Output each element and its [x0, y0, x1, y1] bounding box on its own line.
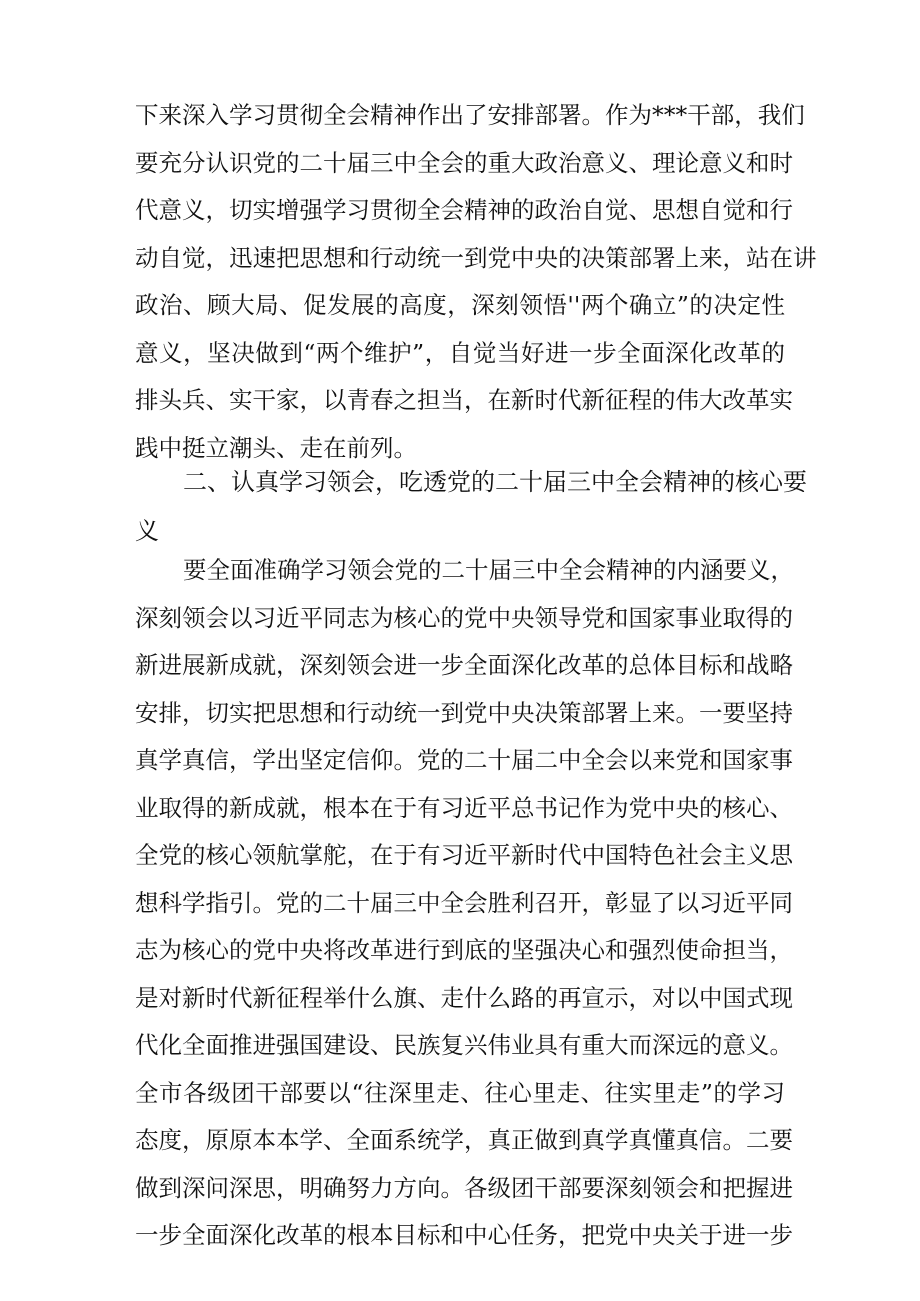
heading-line: 义 [135, 517, 159, 545]
text-line: 态度，原原本本学、全面系统学，真正做到真学真懂真信。二要 [135, 1126, 793, 1154]
text-line: 要充分认识党的二十届三中全会的重大政治意义、理论意义和时 [135, 148, 793, 177]
text-line: 安排，切实把思想和行动统一到党中央决策部署上来。一要坚持 [135, 698, 793, 727]
text-line: 意义，坚决做到“两个维护”，自觉当好进一步全面深化改革的 [135, 338, 785, 367]
text-line: 志为核心的党中央将改革进行到底的坚强决心和强烈使命担当， [135, 936, 793, 964]
heading-line: 二、认真学习领会，吃透党的二十届三中全会精神的核心要 [183, 468, 807, 496]
text-line: 政治、顾大局、促发展的高度，深刻领悟''两个确立”的决定性 [135, 291, 785, 319]
text-line: 动自觉，迅速把思想和行动统一到党中央的决策部署上来，站在讲 [135, 243, 817, 272]
text-line: 排头兵、实干家，以青春之担当，在新时代新征程的伟大改革实 [135, 386, 793, 414]
text-line: 代意义，切实增强学习贯彻全会精神的政治自觉、思想自觉和行 [135, 196, 793, 224]
text-line: 业取得的新成就，根本在于有习近平总书记作为党中央的核心、 [135, 793, 793, 822]
text-line: 深刻领会以习近平同志为核心的党中央领导党和国家事业取得的 [135, 603, 793, 632]
text-line: 真学真信，学出坚定信仰。党的二十届二中全会以来党和国家事 [135, 746, 793, 774]
text-line: 是对新时代新征程举什么旗、走什么路的再宣示，对以中国式现 [135, 983, 793, 1012]
text-line: 想科学指引。党的二十届三中全会胜利召开，彰显了以习近平同 [135, 888, 793, 917]
paragraph-continued [135, 92, 817, 472]
text-line: 一步全面深化改革的根本目标和中心任务，把党中央关于进一步 [135, 1221, 793, 1249]
text-line: 要全面准确学习领会党的二十届三中全会精神的内涵要义， [183, 556, 794, 584]
text-line: 新进展新成就，深刻领会进一步全面深化改革的总体目标和战略 [135, 651, 793, 679]
text-line: 下来深入学习贯彻全会精神作出了安排部署。作为***干部，我们 [135, 101, 805, 129]
text-line: 全市各级团干部要以“往深里走、往心里走、往实里走”的学习 [135, 1078, 785, 1107]
text-line: 践中挺立潮头、走在前列。 [135, 433, 417, 462]
text-line: 全党的核心领航掌舵，在于有习近平新时代中国特色社会主义思 [135, 841, 793, 869]
section-heading [135, 458, 807, 556]
section-paragraph [135, 547, 794, 1260]
text-line: 代化全面推进强国建设、民族复兴伟业具有重大而深远的意义。 [135, 1031, 793, 1059]
text-line: 做到深问深思，明确努力方向。各级团干部要深刻领会和把握进 [135, 1173, 793, 1202]
